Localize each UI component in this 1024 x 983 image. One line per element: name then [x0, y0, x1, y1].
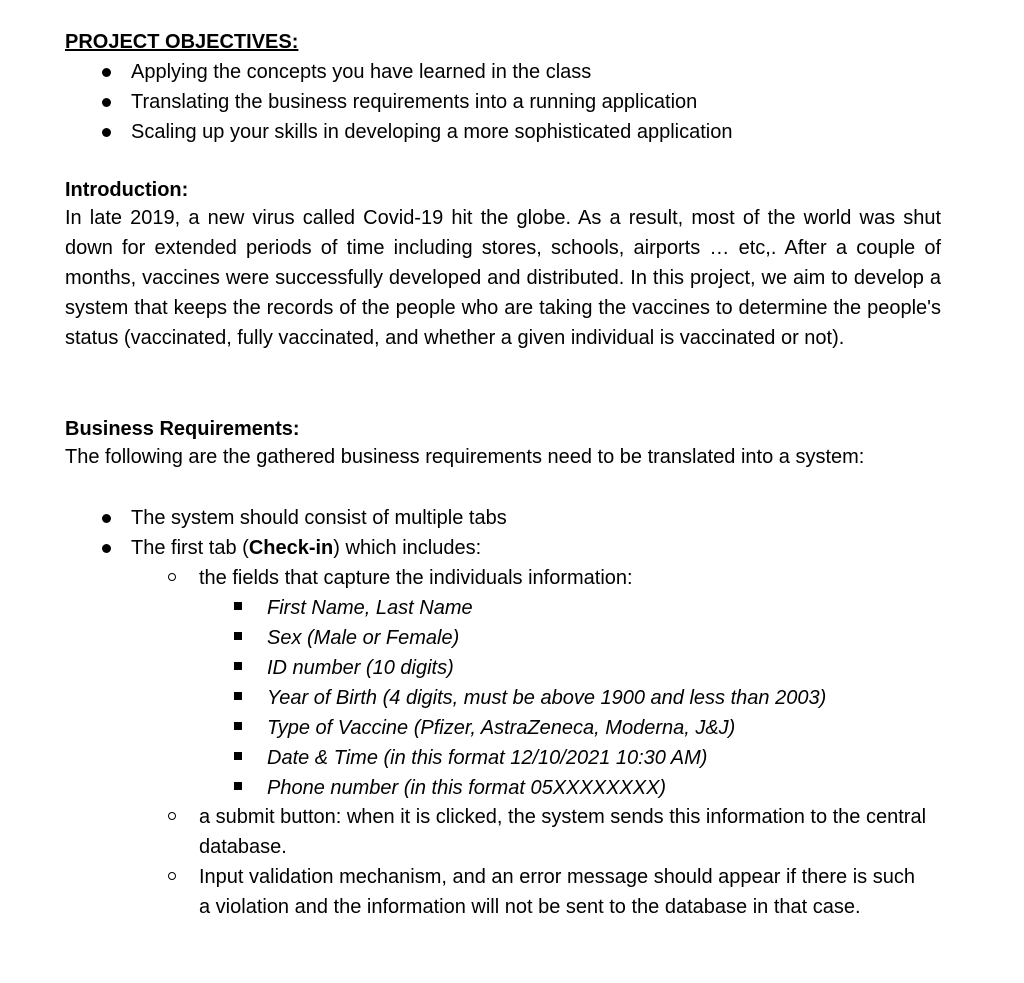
business-intro: The following are the gathered business requirements need to be translated into a system: [65, 446, 865, 468]
introduction-heading: Introduction: [65, 179, 189, 201]
bullet-square-icon [234, 752, 242, 760]
introduction-paragraph: In late 2019, a new virus called Covid-19 hit the globe. As a result, most of the world was shut down for extended periods of time including stores, schools, airports … etc,. After a couple of months, vaccines were successfully developed and distributed. In this project, we aim to develop a system that keeps the records of the people who are taking the vaccines to determine the people's status (vaccinated, fully vaccinated, and whether a given individual is vaccinated or not). [65, 207, 941, 349]
objective-item: Scaling up your skills in developing a more sophisticated application [131, 121, 733, 143]
field-item: Sex (Male or Female) [267, 627, 460, 649]
sub-bullet: the fields that capture the individuals information: [199, 567, 633, 589]
bullet-circle-icon [168, 573, 176, 581]
check-in-label: Check-in [248, 537, 334, 559]
field-item: First Name, Last Name [267, 597, 473, 619]
bullet-text-after: ) which includes: [333, 537, 482, 559]
business-bullet: The system should consist of multiple tabs [131, 507, 507, 529]
bullet-square-icon [234, 722, 242, 730]
objective-item: Translating the business requirements into a running application [131, 91, 698, 113]
bullet-circle-icon [168, 812, 176, 820]
sub-bullet: Input validation mechanism, and an error message should appear if there is such a violation and the information will not be sent to the database in that case. [199, 866, 915, 918]
bullet-disc-icon [102, 514, 111, 523]
field-item: Type of Vaccine (Pfizer, AstraZeneca, Moderna, J&J) [267, 717, 736, 739]
sub-bullet: a submit button: when it is clicked, the system sends this information to the central database. [199, 806, 927, 858]
bullet-disc-icon [102, 98, 111, 107]
bullet-disc-icon [102, 128, 111, 137]
bullet-square-icon [234, 632, 242, 640]
bullet-disc-icon [102, 544, 111, 553]
bullet-square-icon [234, 692, 242, 700]
business-heading: Business Requirements: [65, 418, 300, 440]
bullet-square-icon [234, 782, 242, 790]
field-item: ID number (10 digits) [267, 657, 454, 679]
field-item: Date & Time (in this format 12/10/2021 10:30 AM) [267, 747, 708, 769]
bullet-circle-icon [168, 872, 176, 880]
business-bullet [131, 536, 481, 560]
bullet-square-icon [234, 602, 242, 610]
bullet-text-before: The first tab ( [131, 537, 249, 559]
objective-item: Applying the concepts you have learned in the class [131, 61, 592, 83]
objectives-heading: PROJECT OBJECTIVES: [65, 31, 299, 53]
field-item: Phone number (in this format 05XXXXXXXX) [267, 777, 667, 799]
bullet-square-icon [234, 662, 242, 670]
field-item: Year of Birth (4 digits, must be above 1900 and less than 2003) [267, 687, 827, 709]
bullet-disc-icon [102, 68, 111, 77]
